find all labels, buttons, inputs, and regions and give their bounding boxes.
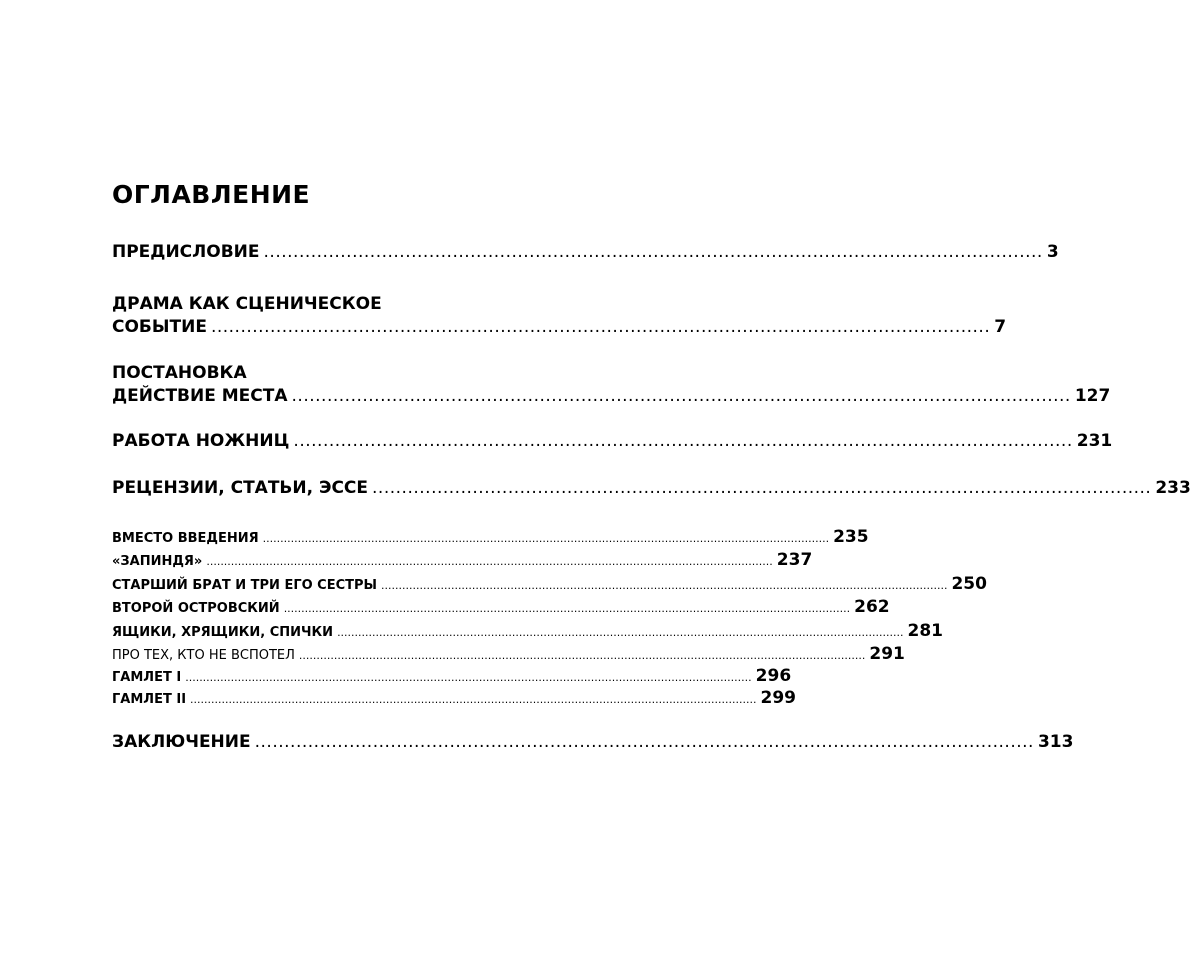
toc-entry-page: 313 [1037,732,1074,752]
dot-leader: .................................................................................................................................................................. [283,602,851,615]
toc-subentry[interactable] [112,597,890,617]
toc-entry-label: ПРО ТЕХ, КТО НЕ ВСПОТЕЛ [112,648,295,663]
toc-entry-conclusion[interactable] [112,732,1074,752]
toc-entry-label: ГАМЛЕТ II [112,692,187,707]
toc-entry-page: 235 [833,527,869,547]
toc-entry-label: РЕЦЕНЗИИ, СТАТЬИ, ЭССЕ [112,478,369,498]
toc-entry-label: ГАМЛЕТ I [112,670,182,685]
toc-entry-page: 250 [951,574,987,594]
toc-entry-label: ВМЕСТО ВВЕДЕНИЯ [112,531,259,546]
dot-leader: .................................................................................................................................................................. [381,579,948,592]
toc-entry-label: ВТОРОЙ ОСТРОВСКИЙ [112,601,280,616]
toc-entry-page: 281 [907,621,944,641]
toc-entry-label-line2: СОБЫТИЕ [112,317,207,337]
page-title: ОГЛАВЛЕНИЕ [112,180,311,209]
dot-leader: .................................................................................................................................................................. [298,649,866,662]
toc-entry-page: 7 [994,317,1007,337]
toc-entry-label-line1: ДРАМА КАК СЦЕНИЧЕСКОЕ [112,294,382,314]
toc-entry-preface[interactable] [112,242,1059,262]
toc-entry-page: 231 [1076,431,1113,451]
dot-leader: .................................................................................................................................... [263,242,1043,262]
toc-entry-page: 3 [1046,242,1059,262]
dot-leader: .................................................................................................................................................................. [206,555,773,568]
toc-entry-label-line1: ПОСТАНОВКА [112,363,247,383]
toc-entry-label: ЗАКЛЮЧЕНИЕ [112,732,251,752]
dot-leader: .................................................................................................................................... [254,732,1034,752]
toc-subentry[interactable] [112,688,796,708]
toc-entry-page: 296 [755,666,792,686]
toc-subentry[interactable] [112,621,944,641]
toc-subentry[interactable] [112,527,869,547]
toc-entry-label: СТАРШИЙ БРАТ И ТРИ ЕГО СЕСТРЫ [112,578,378,593]
toc-entry-label: РАБОТА НОЖНИЦ [112,431,290,451]
dot-leader: .................................................................................................................................... [291,386,1071,406]
toc-subentry[interactable] [112,644,905,664]
dot-leader: .................................................................................................................................................................. [262,532,830,545]
toc-entry-drama[interactable] [112,294,1007,337]
dot-leader: .................................................................................................................................................................. [337,626,904,639]
toc-subentry[interactable] [112,550,813,570]
dot-leader: .................................................................................................................................... [372,478,1152,498]
dot-leader: .................................................................................................................................... [210,317,991,337]
toc-entry-scissors[interactable] [112,431,1113,451]
dot-leader: .................................................................................................................................................................. [190,693,757,706]
toc-entry-label: «ЗАПИНДЯ» [112,554,203,569]
toc-entry-label: ПРЕДИСЛОВИЕ [112,242,260,262]
toc-entry-label-line2: ДЕЙСТВИЕ МЕСТА [112,386,288,406]
toc-entry-page: 299 [760,688,796,708]
toc-entry-page: 291 [869,644,905,664]
dot-leader: .................................................................................................................................................................. [185,671,752,684]
toc-entry-page: 237 [776,550,813,570]
toc-entry-page: 233 [1155,478,1191,498]
toc-entry-label: ЯЩИКИ, ХРЯЩИКИ, СПИЧКИ [112,625,334,640]
dot-leader: .................................................................................................................................... [293,431,1073,451]
toc-entry-page: 262 [854,597,890,617]
toc-entry-page: 127 [1074,386,1111,406]
toc-subentry[interactable] [112,574,987,594]
toc-entry-reviews[interactable] [112,478,1191,498]
toc-entry-staging[interactable] [112,363,1111,406]
toc-subentry[interactable] [112,666,792,686]
